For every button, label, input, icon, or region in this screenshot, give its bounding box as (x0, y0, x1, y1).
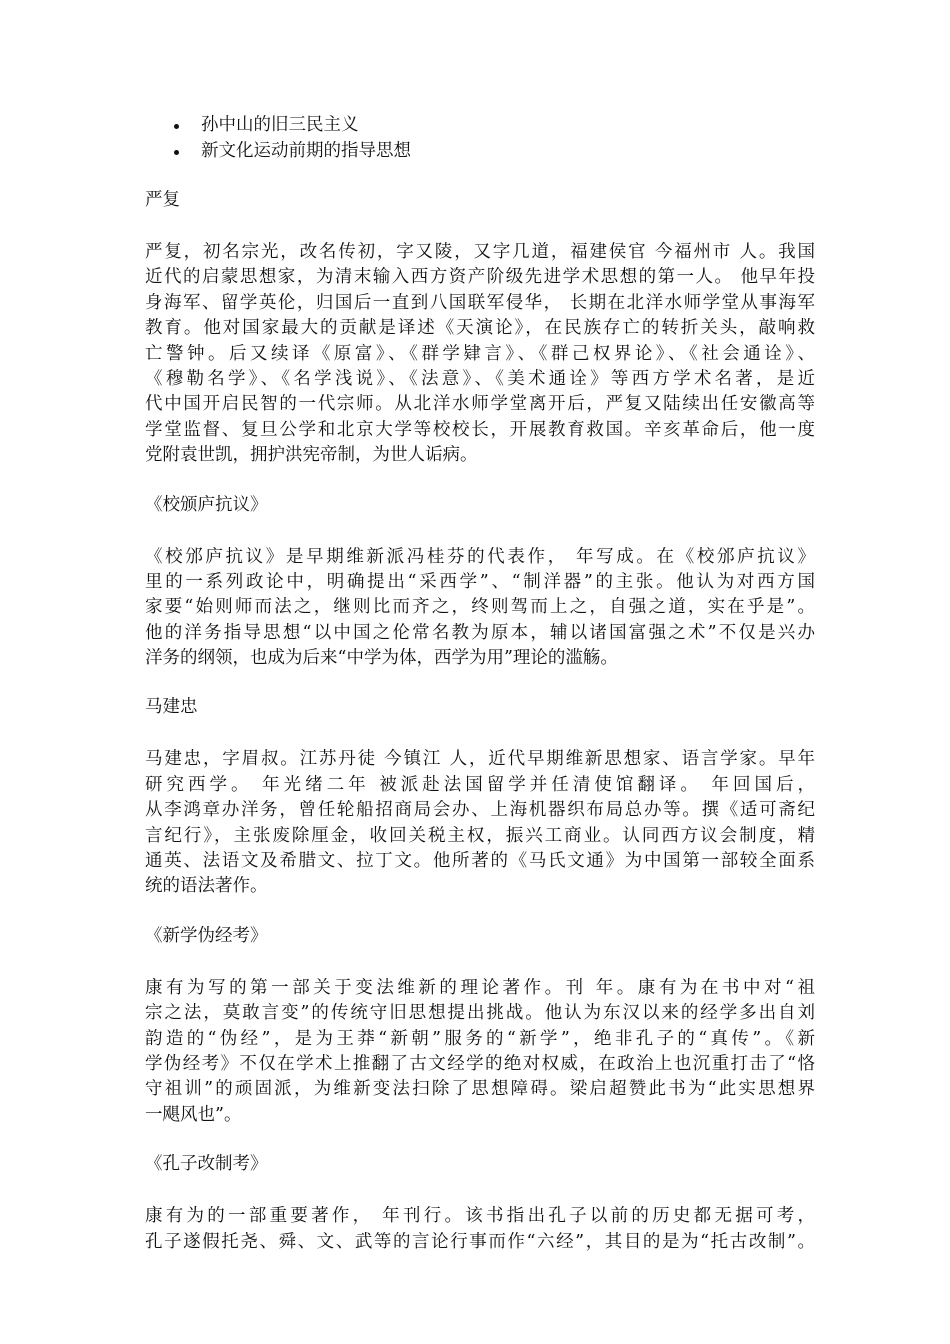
paragraph (145, 747, 815, 899)
text-line: 康有为写的第一部关于变法维新的理论著作。刊 年。康有为在书中对“祖 (145, 977, 815, 998)
section-heading: 严复 (145, 190, 180, 210)
text-line: 他的洋务指导思想“以中国之伦常名教为原本，辅以诸国富强之术”不仅是兴办 (145, 622, 815, 643)
paragraph (145, 545, 815, 672)
text-line: 孔子遂假托尧、舜、文、武等的言论行事而作“六经”，其目的是为“托古改制”。 (145, 1231, 815, 1252)
text-line: 代中国开启民智的一代宗师。从北洋水师学堂离开后，严复又陆续出任安徽高等 (145, 394, 815, 415)
section-heading: 《孔子改制考》 (145, 1154, 268, 1175)
section-jiaobinlu (145, 492, 815, 672)
text-line: 《校邠庐抗议》是早期维新派冯桂芬的代表作， 年写成。在《校邠庐抗议》 (145, 546, 815, 567)
text-line: 里的一系列政论中，明确提出“采西学”、“制洋器”的主张。他认为对西方国 (145, 571, 815, 592)
bullet-icon (174, 150, 179, 155)
text-line: 康有为的一部重要著作， 年刊行。该书指出孔子以前的历史都无据可考， (145, 1206, 815, 1227)
section-heading: 《新学伪经考》 (145, 925, 268, 946)
text-line: 教育。他对国家最大的贡献是译述《天演论》，在民族存亡的转折关头，敲响救 (145, 318, 815, 339)
list-item (174, 112, 815, 138)
text-line: 通英、法语文及希腊文、拉丁文。他所著的《马氏文通》为中国第一部较全面系 (145, 851, 815, 872)
paragraph (145, 1204, 815, 1255)
list-item-text: 孙中山的旧三民主义 (201, 115, 359, 135)
text-line: 亡警钟。后又续译《原富》、《群学肄言》、《群己权界论》、《社会通诠》、 (145, 343, 815, 364)
section-majianzhong (145, 694, 815, 899)
section-yanfu (145, 187, 815, 469)
paragraph (145, 976, 815, 1128)
text-line: 统的语法著作。 (145, 876, 268, 897)
text-line: 学堂监督、复旦公学和北京大学等校校长，开展教育救国。辛亥革命后，他一度 (145, 419, 815, 440)
text-line: 言纪行》，主张废除厘金，收回关税主权，振兴工商业。认同西方议会制度，精 (145, 825, 815, 846)
text-line: 《穆勒名学》、《名学浅说》、《法意》、《美术通诠》等西方学术名著，是近 (145, 368, 815, 389)
section-heading: 马建忠 (145, 697, 198, 718)
text-line: 研究西学。 年光绪二年 被派赴法国留学并任清使馆翻译。 年回国后， (145, 774, 815, 795)
list-item (174, 138, 815, 164)
text-line: 严复，初名宗光，改名传初，字又陵，又字几道，福建侯官 今福州市 人。我国 (145, 242, 815, 262)
text-line: 近代的启蒙思想家，为清末输入西方资产阶级先进学术思想的第一人。 他早年投 (145, 267, 815, 288)
bullet-icon (174, 124, 179, 129)
bullet-list (174, 112, 815, 164)
text-line: 宗之法，莫敢言变”的传统守旧思想提出挑战。他认为东汉以来的经学多出自刘 (145, 1003, 815, 1024)
section-heading: 《校颁庐抗议》 (145, 494, 268, 515)
paragraph (145, 240, 815, 469)
text-line: 一飓风也”。 (145, 1104, 242, 1125)
document-page (145, 112, 815, 1255)
text-line: 洋务的纲领，也成为后来“中学为体，西学为用”理论的滥觞。 (145, 648, 618, 669)
text-line: 守祖训”的顽固派，为维新变法扫除了思想障碍。梁启超赞此书为“此实思想界 (145, 1079, 815, 1100)
list-item-text: 新文化运动前期的指导思想 (201, 141, 411, 161)
text-line: 家要“始则师而法之，继则比而齐之，终则驾而上之，自强之道，实在乎是”。 (145, 597, 815, 618)
section-xinxueweijingkao (145, 923, 815, 1128)
text-line: 党附袁世凯，拥护洪宪帝制，为世人诟病。 (145, 445, 478, 466)
section-kongzigaizhikao (145, 1151, 815, 1255)
text-line: 韵造的“伪经”，是为王莽“新朝”服务的“新学”，绝非孔子的“真传”。《新 (145, 1028, 815, 1049)
text-line: 马建忠，字眉叔。江苏丹徒 今镇江 人，近代早期维新思想家、语言学家。早年 (145, 749, 815, 770)
text-line: 从李鸿章办洋务，曾任轮船招商局会办、上海机器织布局总办等。撰《适可斋纪 (145, 800, 815, 821)
text-line: 身海军、留学英伦，归国后一直到八国联军侵华， 长期在北洋水师学堂从事海军 (145, 292, 815, 313)
text-line: 学伪经考》不仅在学术上推翻了古文经学的绝对权威，在政治上也沉重打击了“恪 (145, 1053, 815, 1074)
